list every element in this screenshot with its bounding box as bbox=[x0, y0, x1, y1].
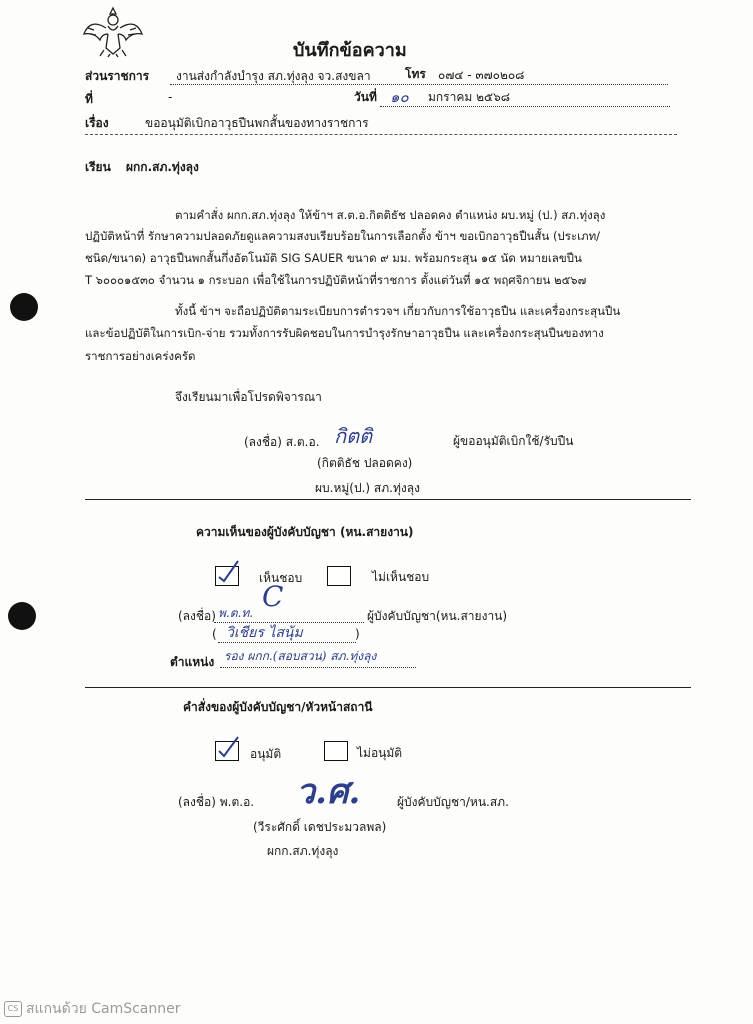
salutation-label: เรียน bbox=[85, 160, 111, 174]
paragraph-1-line-2: ปฏิบัติหน้าที่ รักษาความปลอดภัยดูแลความสงบเรียบร้อยในการเลือกตั้ง ข้าฯ ขอเบิกอาวุธปืนสั้น (ประเภท/ bbox=[85, 229, 601, 243]
paragraph-1-line-4: T ๖๐๐๐๑๕๓๐ จำนวน ๑ กระบอก เพื่อใช้ในการปฏิบัติหน้าที่ราชการ ตั้งแต่วันที่ ๑๕ พฤศจิกายน ๒๕๖๗ bbox=[85, 273, 587, 287]
supervisor-name-line bbox=[218, 642, 356, 643]
phone-label: โทร bbox=[405, 67, 426, 81]
commander-signature: ว.ศ. bbox=[296, 772, 361, 812]
header-separator bbox=[85, 134, 677, 135]
supervisor-position-value: รอง ผกก.(สอบสวน) สภ.ทุ่งลุง bbox=[224, 649, 377, 663]
supervisor-signature: C bbox=[262, 580, 284, 613]
phone-value: ๐๗๔ - ๓๗๐๒๐๘ bbox=[438, 68, 525, 82]
punch-hole-bottom bbox=[8, 602, 36, 630]
agree-label: เห็นชอบ bbox=[259, 571, 303, 585]
ref-value: - bbox=[168, 90, 173, 104]
requester-position: ผบ.หมู่(ป.) สภ.ทุ่งลุง bbox=[315, 481, 420, 495]
camscanner-watermark: สแกนด้วย CamScanner bbox=[26, 1001, 181, 1017]
date-dotted-line bbox=[380, 106, 670, 107]
agency-value: งานส่งกำลังบำรุง สภ.ทุ่งลุง จว.สงขลา bbox=[176, 69, 371, 83]
supervisor-position-line bbox=[220, 667, 416, 668]
supervisor-position-label: ตำแหน่ง bbox=[170, 655, 215, 669]
commander-name: (วีระศักดิ์ เดชประมวลพล) bbox=[253, 820, 387, 834]
closing-line: จึงเรียนมาเพื่อโปรดพิจารณา bbox=[175, 390, 322, 404]
garuda-emblem bbox=[80, 4, 146, 58]
requester-signature: กิตติ bbox=[334, 424, 373, 448]
commander-sign-label: (ลงชื่อ) พ.ต.อ. bbox=[178, 795, 255, 809]
requester-role: ผู้ขออนุมัติเบิกใช้/รับปืน bbox=[453, 434, 574, 448]
subject-value: ขออนุมัติเบิกอาวุธปืนพกสั้นของทางราชการ bbox=[145, 116, 369, 130]
reject-checkbox[interactable] bbox=[324, 741, 348, 761]
supervisor-name-open: ( bbox=[212, 627, 217, 641]
subject-label: เรื่อง bbox=[85, 116, 109, 130]
date-label: วันที่ bbox=[354, 90, 377, 104]
approve-label: อนุมัติ bbox=[250, 747, 282, 761]
commander-position: ผกก.สภ.ทุ่งลุง bbox=[267, 844, 339, 858]
reject-label: ไม่อนุมัติ bbox=[357, 746, 403, 760]
approve-checkbox[interactable] bbox=[215, 741, 239, 761]
paragraph-2-line-1: ทั้งนี้ ข้าฯ จะถือปฏิบัติตามระเบียบการตำรวจฯ เกี่ยวกับการใช้อาวุธปืน และเครื่องกระสุนปืน bbox=[175, 304, 621, 318]
date-day-handwritten: ๑๐ bbox=[390, 88, 409, 106]
commander-role: ผู้บังคับบัญชา/หน.สภ. bbox=[397, 795, 509, 809]
supervisor-role: ผู้บังคับบัญชา(หน.สายงาน) bbox=[367, 609, 508, 623]
requester-name: (กิตติธัช ปลอดคง) bbox=[317, 456, 413, 470]
memo-title: บันทึกข้อความ bbox=[293, 40, 407, 61]
commander-heading: คำสั่งของผู้บังคับบัญชา/หัวหน้าสถานี bbox=[183, 700, 373, 714]
agency-dotted-line bbox=[170, 84, 668, 85]
agree-checkbox[interactable] bbox=[215, 566, 239, 586]
disagree-checkbox[interactable] bbox=[327, 566, 351, 586]
paragraph-2-line-2: และข้อปฏิบัติในการเบิก-จ่าย รวมทั้งการรับผิดชอบในการบำรุงรักษาอาวุธปืน และเครื่องกระสุนปืนของทาง bbox=[85, 326, 604, 340]
date-rest: มกราคม ๒๕๖๘ bbox=[428, 90, 510, 104]
camscanner-logo: CS bbox=[4, 1001, 22, 1017]
supervisor-rank: พ.ต.ท. bbox=[218, 606, 254, 620]
agency-label: ส่วนราชการ bbox=[85, 69, 150, 83]
paragraph-2-line-3: ราชการอย่างเคร่งครัด bbox=[85, 349, 196, 363]
supervisor-sign-label: (ลงชื่อ) bbox=[178, 609, 216, 623]
salutation-value: ผกก.สภ.ทุ่งลุง bbox=[126, 160, 199, 174]
punch-hole-top bbox=[10, 293, 38, 321]
ref-label: ที่ bbox=[85, 92, 93, 106]
requester-sign-label: (ลงชื่อ) ส.ต.อ. bbox=[244, 435, 320, 449]
supervisor-name: วิเชียร ไสนุ้ม bbox=[226, 625, 303, 641]
paragraph-1-line-1: ตามคำสั่ง ผกก.สภ.ทุ่งลุง ให้ข้าฯ ส.ต.อ.กิตติธัช ปลอดคง ตำแหน่ง ผบ.หมู่ (ป.) สภ.ทุ่งลุง bbox=[175, 208, 606, 222]
paragraph-1-line-3: ชนิด/ขนาด) อาวุธปืนพกสั้นกึ่งอัตโนมัติ SIG SAUER ขนาด ๙ มม. พร้อมกระสุน ๑๕ นัด หมายเลขปืน bbox=[85, 251, 582, 265]
supervisor-name-close: ) bbox=[355, 627, 360, 641]
section-divider-1 bbox=[85, 499, 691, 500]
supervisor-heading: ความเห็นของผู้บังคับบัญชา (หน.สายงาน) bbox=[196, 525, 414, 539]
disagree-label: ไม่เห็นชอบ bbox=[372, 570, 430, 584]
section-divider-2 bbox=[85, 687, 691, 688]
